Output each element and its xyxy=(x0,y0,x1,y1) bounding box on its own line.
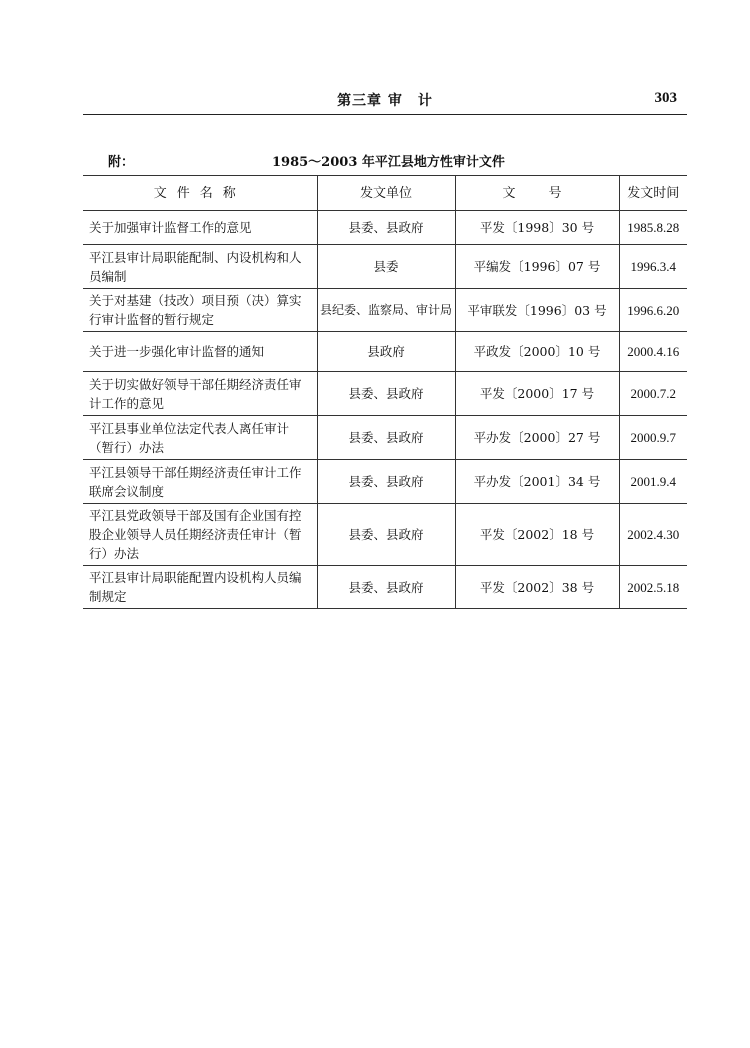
page-number: 303 xyxy=(654,90,677,106)
column-header-issuer: 发文单位 xyxy=(317,176,455,211)
table-row xyxy=(83,460,687,504)
table-header-row xyxy=(83,176,687,211)
header-rule xyxy=(83,114,687,115)
doc-name: 关于加强审计监督工作的意见 xyxy=(83,211,317,245)
doc-number: 平办发〔2001〕34 号 xyxy=(455,460,619,504)
doc-date: 1985.8.28 xyxy=(619,211,687,245)
doc-name: 平江县审计局职能配制、内设机构和人员编制 xyxy=(83,245,317,289)
appendix-label: 附： xyxy=(108,155,135,170)
table-row xyxy=(83,211,687,245)
doc-date: 2001.9.4 xyxy=(619,460,687,504)
doc-issuer: 县委、县政府 xyxy=(317,504,455,566)
table-title: 1985～2003 年平江县地方性审计文件 xyxy=(272,155,505,170)
table-row xyxy=(83,245,687,289)
table-row xyxy=(83,504,687,566)
chapter-title: 第三章 审 计 xyxy=(337,93,433,109)
table-row xyxy=(83,289,687,332)
doc-name: 平江县党政领导干部及国有企业国有控股企业领导人员任期经济责任审计（暂行）办法 xyxy=(83,504,317,566)
doc-date: 1996.3.4 xyxy=(619,245,687,289)
column-header-name: 文件名称 xyxy=(83,176,317,211)
table-row xyxy=(83,332,687,372)
audit-documents-table xyxy=(83,175,687,609)
doc-date: 1996.6.20 xyxy=(619,289,687,332)
doc-number: 平发〔2000〕17 号 xyxy=(455,372,619,416)
column-header-date: 发文时间 xyxy=(619,176,687,211)
doc-name: 关于切实做好领导干部任期经济责任审计工作的意见 xyxy=(83,372,317,416)
doc-issuer: 县委、县政府 xyxy=(317,372,455,416)
doc-number: 平办发〔2000〕27 号 xyxy=(455,416,619,460)
doc-issuer: 县委、县政府 xyxy=(317,416,455,460)
doc-number: 平审联发〔1996〕03 号 xyxy=(455,289,619,332)
running-header xyxy=(83,88,687,114)
doc-name: 平江县领导干部任期经济责任审计工作联席会议制度 xyxy=(83,460,317,504)
doc-number: 平编发〔1996〕07 号 xyxy=(455,245,619,289)
table-row xyxy=(83,566,687,609)
doc-date: 2000.7.2 xyxy=(619,372,687,416)
doc-name: 平江县审计局职能配置内设机构人员编制规定 xyxy=(83,566,317,609)
table-row xyxy=(83,372,687,416)
doc-date: 2000.4.16 xyxy=(619,332,687,372)
doc-issuer: 县委、县政府 xyxy=(317,211,455,245)
column-header-doc-no: 文 号 xyxy=(455,176,619,211)
doc-date: 2000.9.7 xyxy=(619,416,687,460)
doc-number: 平发〔2002〕38 号 xyxy=(455,566,619,609)
doc-issuer: 县委 xyxy=(317,245,455,289)
table-row xyxy=(83,416,687,460)
doc-name: 关于进一步强化审计监督的通知 xyxy=(83,332,317,372)
doc-name: 关于对基建（技改）项目预（决）算实行审计监督的暂行规定 xyxy=(83,289,317,332)
doc-issuer: 县委、县政府 xyxy=(317,460,455,504)
doc-date: 2002.5.18 xyxy=(619,566,687,609)
doc-number: 平发〔1998〕30 号 xyxy=(455,211,619,245)
doc-name: 平江县事业单位法定代表人离任审计（暂行）办法 xyxy=(83,416,317,460)
doc-number: 平政发〔2000〕10 号 xyxy=(455,332,619,372)
doc-issuer: 县纪委、监察局、审计局 xyxy=(317,289,455,332)
doc-issuer: 县委、县政府 xyxy=(317,566,455,609)
doc-date: 2002.4.30 xyxy=(619,504,687,566)
doc-issuer: 县政府 xyxy=(317,332,455,372)
doc-number: 平发〔2002〕18 号 xyxy=(455,504,619,566)
